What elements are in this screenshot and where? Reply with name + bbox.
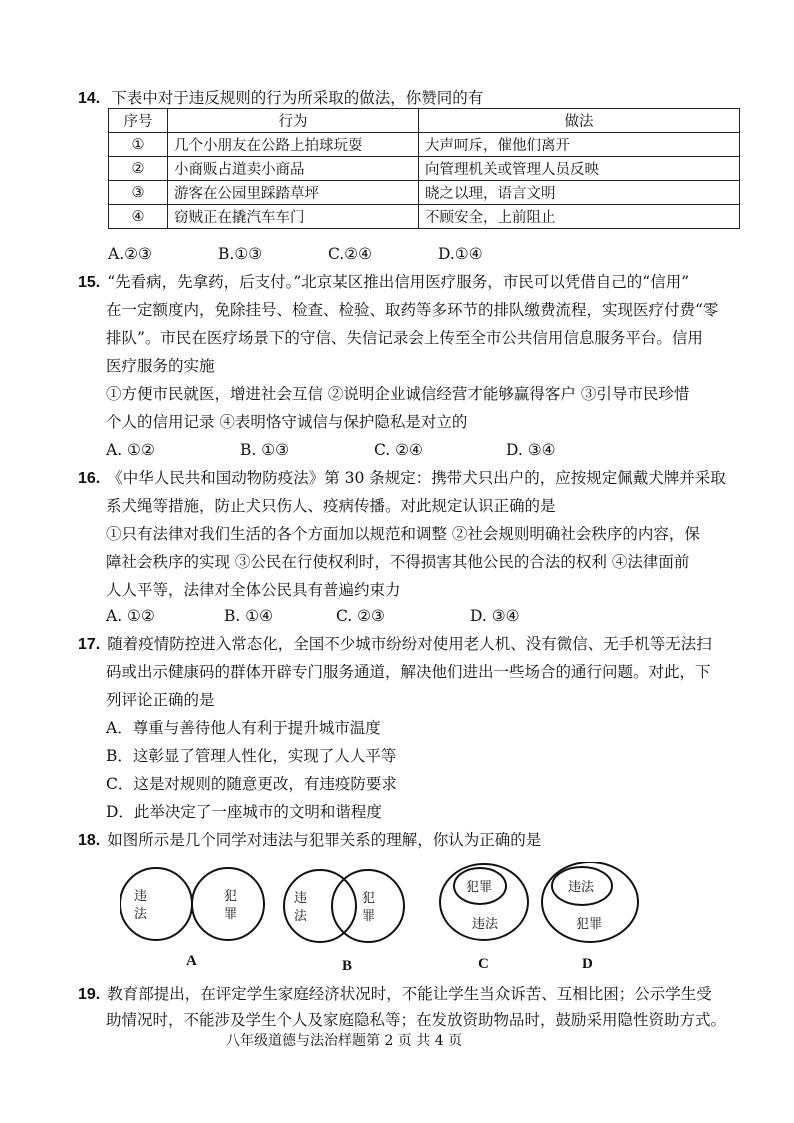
option-b: B. ①③ xyxy=(240,441,290,459)
option-c: C. ②④ xyxy=(374,441,423,459)
table-cell: ④ xyxy=(109,205,168,229)
question-stem: 下表中对于违反规则的行为所采取的做法，你赞同的有 xyxy=(111,89,484,107)
question-text-line: 在一定额度内，免除挂号、检查、检验、取药等多环节的排队缴费流程，实现医疗付费“零 xyxy=(106,301,719,319)
table-cell: 小商贩占道卖小商品 xyxy=(168,157,419,181)
question-text-line: ①方便市民就医，增进社会互信 ②说明企业诚信经营才能够赢得客户 ③引导市民珍惜 xyxy=(106,385,690,403)
diagram-c-outer-label: 违法 xyxy=(472,917,499,932)
question-text-line: 障社会秩序的实现 ③公民在行使权利时，不得损害其他公民的合法的权利 ④法律面前 xyxy=(106,553,690,571)
option-a: A. ①② xyxy=(106,607,155,625)
question-number: 18. xyxy=(78,832,101,849)
diagram-a-letter: A xyxy=(186,953,197,969)
table-cell: 窃贼正在撬汽车车门 xyxy=(168,205,419,229)
table-row xyxy=(109,181,740,205)
question-text-line: 个人的信用记录 ④表明恪守诚信与保护隐私是对立的 xyxy=(106,413,468,431)
diagram-c-inner-label: 犯罪 xyxy=(466,880,493,895)
diagram-a-right-circle xyxy=(192,868,264,940)
table-cell: 游客在公园里踩踏草坪 xyxy=(168,181,419,205)
question-number: 17. xyxy=(78,636,101,653)
question-number: 19. xyxy=(78,986,101,1003)
option-a: A.②③ xyxy=(108,245,152,263)
question-text-line: 教育部提出，在评定学生家庭经济状况时，不能让学生当众诉苦、互相比困；公示学生受 xyxy=(107,985,712,1003)
table-header-cell: 做法 xyxy=(419,109,740,133)
table-row xyxy=(109,157,740,181)
table-row xyxy=(109,133,740,157)
diagram-d-outer-label: 犯罪 xyxy=(576,917,603,932)
table-cell: 向管理机关或管理人员反映 xyxy=(419,157,740,181)
option-d: D. ③④ xyxy=(506,441,556,459)
diagram-a-left-circle xyxy=(120,868,192,940)
diagram-d-letter: D xyxy=(582,956,593,972)
question-number: 14. xyxy=(78,90,101,107)
table-header-cell: 序号 xyxy=(109,109,168,133)
diagram-b-right-label: 犯 xyxy=(362,891,376,906)
diagram-b-right-label: 罪 xyxy=(362,909,376,924)
question-text-line: 码或出示健康码的群体开辟专门服务通道，解决他们进出一些场合的通行问题。对此，下 xyxy=(106,663,711,681)
table-cell: 大声呵斥，催他们离开 xyxy=(419,133,740,157)
option-d: D.①④ xyxy=(438,245,483,263)
question-number: 16. xyxy=(78,470,101,487)
diagram-a-left-label: 违 xyxy=(134,889,148,904)
table-cell: ③ xyxy=(109,181,168,205)
question-text-line: 助情况时，不能涉及学生个人及家庭隐私等；在发放资助物品时，鼓励采用隐性资助方式。 xyxy=(106,1011,727,1029)
question-stem: 如图所示是几个同学对违法与犯罪关系的理解，你认为正确的是 xyxy=(107,831,542,849)
option-b: B．这彰显了管理人性化，实现了人人平等 xyxy=(106,747,397,765)
table-cell: 不顾安全，上前阻止 xyxy=(419,205,740,229)
option-c: C.②④ xyxy=(328,245,373,263)
diagram-d-inner-label: 违法 xyxy=(568,880,595,895)
diagram-c-letter: C xyxy=(478,956,489,972)
question-text-line: 人人平等，法律对全体公民具有普遍约束力 xyxy=(106,581,401,599)
table-row xyxy=(109,205,740,229)
rules-table xyxy=(108,108,740,229)
option-c: C．这是对规则的随意更改，有违疫防要求 xyxy=(106,775,397,793)
page-footer: 八年级道德与法治样题第 2 页 共 4 页 xyxy=(226,1033,463,1049)
question-text-line: 列评论正确的是 xyxy=(106,691,215,709)
question-number: 15. xyxy=(78,274,101,291)
diagram-b-left-label: 违 xyxy=(294,891,308,906)
question-text-line: 随着疫情防控进入常态化，全国不少城市纷纷对使用老人机、没有微信、无手机等无法扫 xyxy=(107,635,712,653)
question-text-line: 系犬绳等措施，防止犬只伤人、疫病传播。对此规定认识正确的是 xyxy=(106,497,556,515)
diagram-b-right-circle xyxy=(332,870,404,942)
table-cell: ① xyxy=(109,133,168,157)
table-cell: 几个小朋友在公路上拍球玩耍 xyxy=(168,133,419,157)
question-text-line: 《中华人民共和国动物防疫法》第 30 条规定：携带犬只出户的，应按规定佩戴犬牌并采取 xyxy=(107,469,726,487)
table-cell: 晓之以理，语言文明 xyxy=(419,181,740,205)
question-text-line: “先看病，先拿药，后支付。”北京某区推出信用医疗服务，市民可以凭借自己的“信用” xyxy=(107,273,690,291)
table-header-row xyxy=(109,109,740,133)
option-b: B.①③ xyxy=(218,245,263,263)
diagram-a-right-label: 罪 xyxy=(224,907,238,922)
table-header-cell: 行为 xyxy=(168,109,419,133)
question-text-line: ①只有法律对我们生活的各个方面加以规范和调整 ②社会规则明确社会秩序的内容，保 xyxy=(106,525,700,543)
question-text-line: 医疗服务的实施 xyxy=(106,357,215,375)
option-b: B. ①④ xyxy=(224,607,274,625)
diagram-a-right-label: 犯 xyxy=(224,889,238,904)
diagram-a-left-label: 法 xyxy=(134,907,148,922)
option-a: A. ①② xyxy=(106,441,155,459)
option-d: D．此举决定了一座城市的文明和谐程度 xyxy=(106,803,382,821)
option-d: D. ③④ xyxy=(470,607,520,625)
diagram-b-left-circle xyxy=(284,870,356,942)
diagram-b-letter: B xyxy=(342,958,353,974)
venn-diagrams xyxy=(120,862,640,974)
question-text-line: 排队”。市民在医疗场景下的守信、失信记录会上传至全市公共信用信息服务平台。信用 xyxy=(106,329,703,347)
table-cell: ② xyxy=(109,157,168,181)
option-a: A．尊重与善待他人有利于提升城市温度 xyxy=(106,719,381,737)
option-c: C. ②③ xyxy=(336,607,385,625)
diagram-b-left-label: 法 xyxy=(294,909,308,924)
